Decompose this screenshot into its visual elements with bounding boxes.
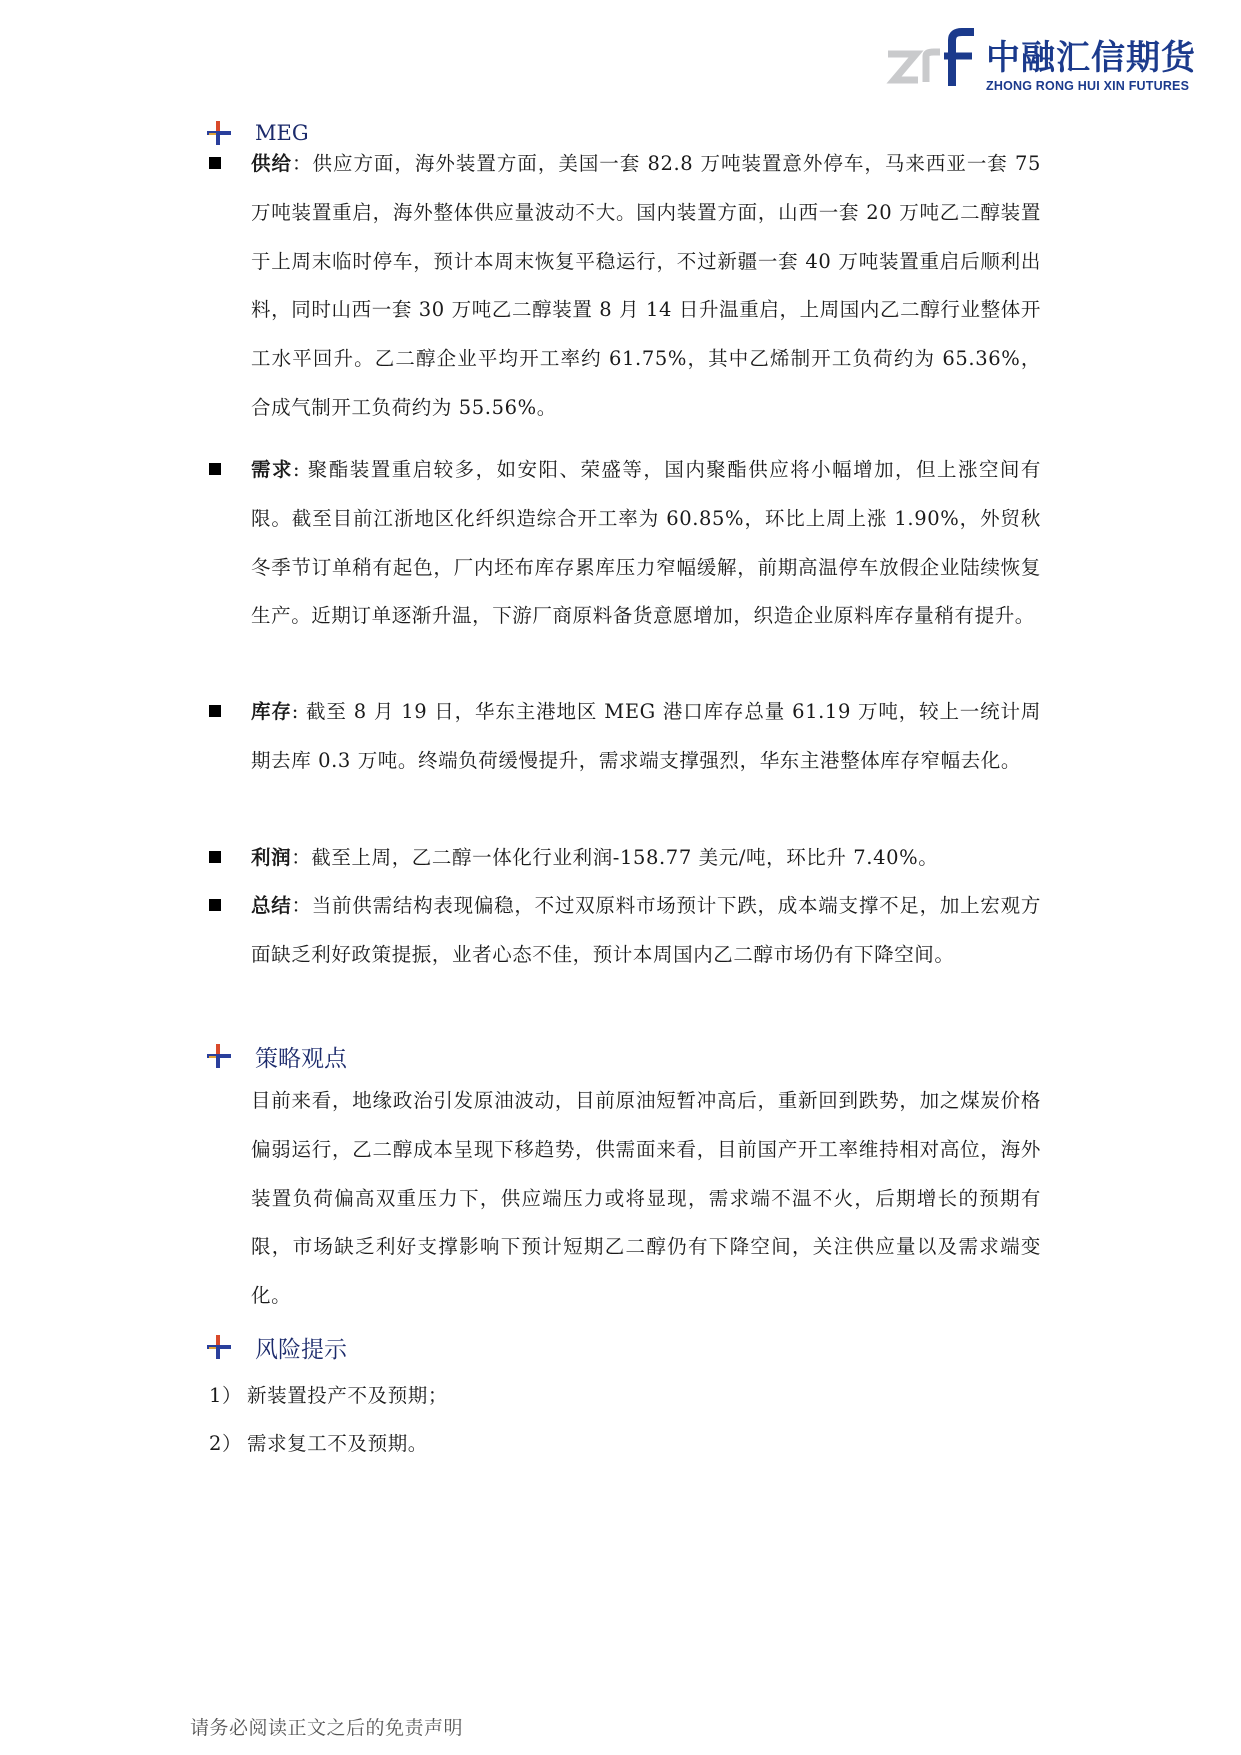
supply-paragraph <box>251 140 1041 433</box>
section-heading-risk <box>205 1327 347 1367</box>
risk-item-number: 1） <box>209 1384 243 1407</box>
risk-title: 风险提示 <box>255 1336 347 1363</box>
supply-text: ：供应方面，海外装置方面，美国一套 82.8 万吨装置意外停车，马来西亚一套 75 万吨装置重启，海外整体供应量波动不大。国内装置方面，山西一套 20 万吨乙二醇装置于上周末临时停车，预计本周末恢复平稳运行，不过新疆一套 40 万吨装置重启后顺利出料，同时山西一套 30 万吨乙二醇装置 8 月 14 日升温重启，上周国内乙二醇行业整体开工水平回升。乙二醇企业平均开工率约 61.75%，其中乙烯制开工负荷约为 65.36%，合成气制开工负荷约为 55.56%。 <box>251 152 1041 419</box>
strategy-title: 策略观点 <box>255 1045 347 1072</box>
logo-chinese-name: 中融汇信期货 <box>986 38 1196 78</box>
profit-label: 利润 <box>251 846 292 869</box>
demand-text: : 聚酯装置重启较多，如安阳、荣盛等，国内聚酯供应将小幅增加，但上涨空间有限。截至目前江浙地区化纤织造综合开工率为 60.85%，环比上周上涨 1.90%，外贸秋冬季节订单稍有起色，厂内坯布库存累库压力窄幅缓解，前期高温停车放假企业陆续恢复生产。近期订单逐渐升温，下游厂商原料备货意愿增加，织造企业原料库存量稍有提升。 <box>251 458 1042 628</box>
bullet-square-icon <box>209 157 221 169</box>
company-logo <box>882 24 1196 94</box>
risk-item-number: 2） <box>209 1432 243 1455</box>
profit-text: ：截至上周，乙二醇一体化行业利润-158.77 美元/吨，环比升 7.40%。 <box>291 846 939 869</box>
section-marker-icon <box>205 1333 233 1361</box>
demand-paragraph <box>251 446 1041 641</box>
inventory-label: 库存 <box>251 700 292 723</box>
risk-item <box>209 1380 448 1408</box>
profit-paragraph <box>251 834 1041 883</box>
znf-logo-mark-icon <box>882 26 982 96</box>
demand-label: 需求 <box>251 458 293 481</box>
bullet-square-icon <box>209 899 221 911</box>
section-heading-strategy <box>205 1036 347 1076</box>
summary-label: 总结 <box>251 894 292 917</box>
risk-item <box>209 1428 428 1456</box>
risk-item-text: 需求复工不及预期。 <box>247 1432 428 1455</box>
disclaimer-footer: 请务必阅读正文之后的免责声明 <box>190 1717 464 1739</box>
meg-title: MEG <box>255 121 309 145</box>
section-marker-icon <box>205 119 233 147</box>
summary-text: ：当前供需结构表现偏稳，不过双原料市场预计下跌，成本端支撑不足，加上宏观方面缺乏利好政策提振，业者心态不佳，预计本周国内乙二醇市场仍有下降空间。 <box>251 894 1042 966</box>
risk-item-text: 新装置投产不及预期； <box>247 1384 449 1407</box>
summary-paragraph <box>251 882 1041 980</box>
inventory-text: : 截至 8 月 19 日，华东主港地区 MEG 港口库存总量 61.19 万吨，较上一统计周期去库 0.3 万吨。终端负荷缓慢提升，需求端支撑强烈，华东主港整体库存窄幅去化。 <box>251 700 1041 772</box>
section-marker-icon <box>205 1042 233 1070</box>
supply-label: 供给 <box>251 152 292 175</box>
bullet-square-icon <box>209 705 221 717</box>
strategy-paragraph <box>251 1077 1041 1321</box>
bullet-square-icon <box>209 463 221 475</box>
logo-english-name: ZHONG RONG HUI XIN FUTURES <box>986 79 1190 93</box>
bullet-square-icon <box>209 851 221 863</box>
strategy-text: 目前来看，地缘政治引发原油波动，目前原油短暂冲高后，重新回到跌势，加之煤炭价格偏弱运行，乙二醇成本呈现下移趋势，供需面来看，目前国产开工率维持相对高位，海外装置负荷偏高双重压力下，供应端压力或将显现，需求端不温不火，后期增长的预期有限，市场缺乏利好支撑影响下预计短期乙二醇仍有下降空间，关注供应量以及需求端变化。 <box>251 1089 1041 1308</box>
inventory-paragraph <box>251 688 1041 786</box>
